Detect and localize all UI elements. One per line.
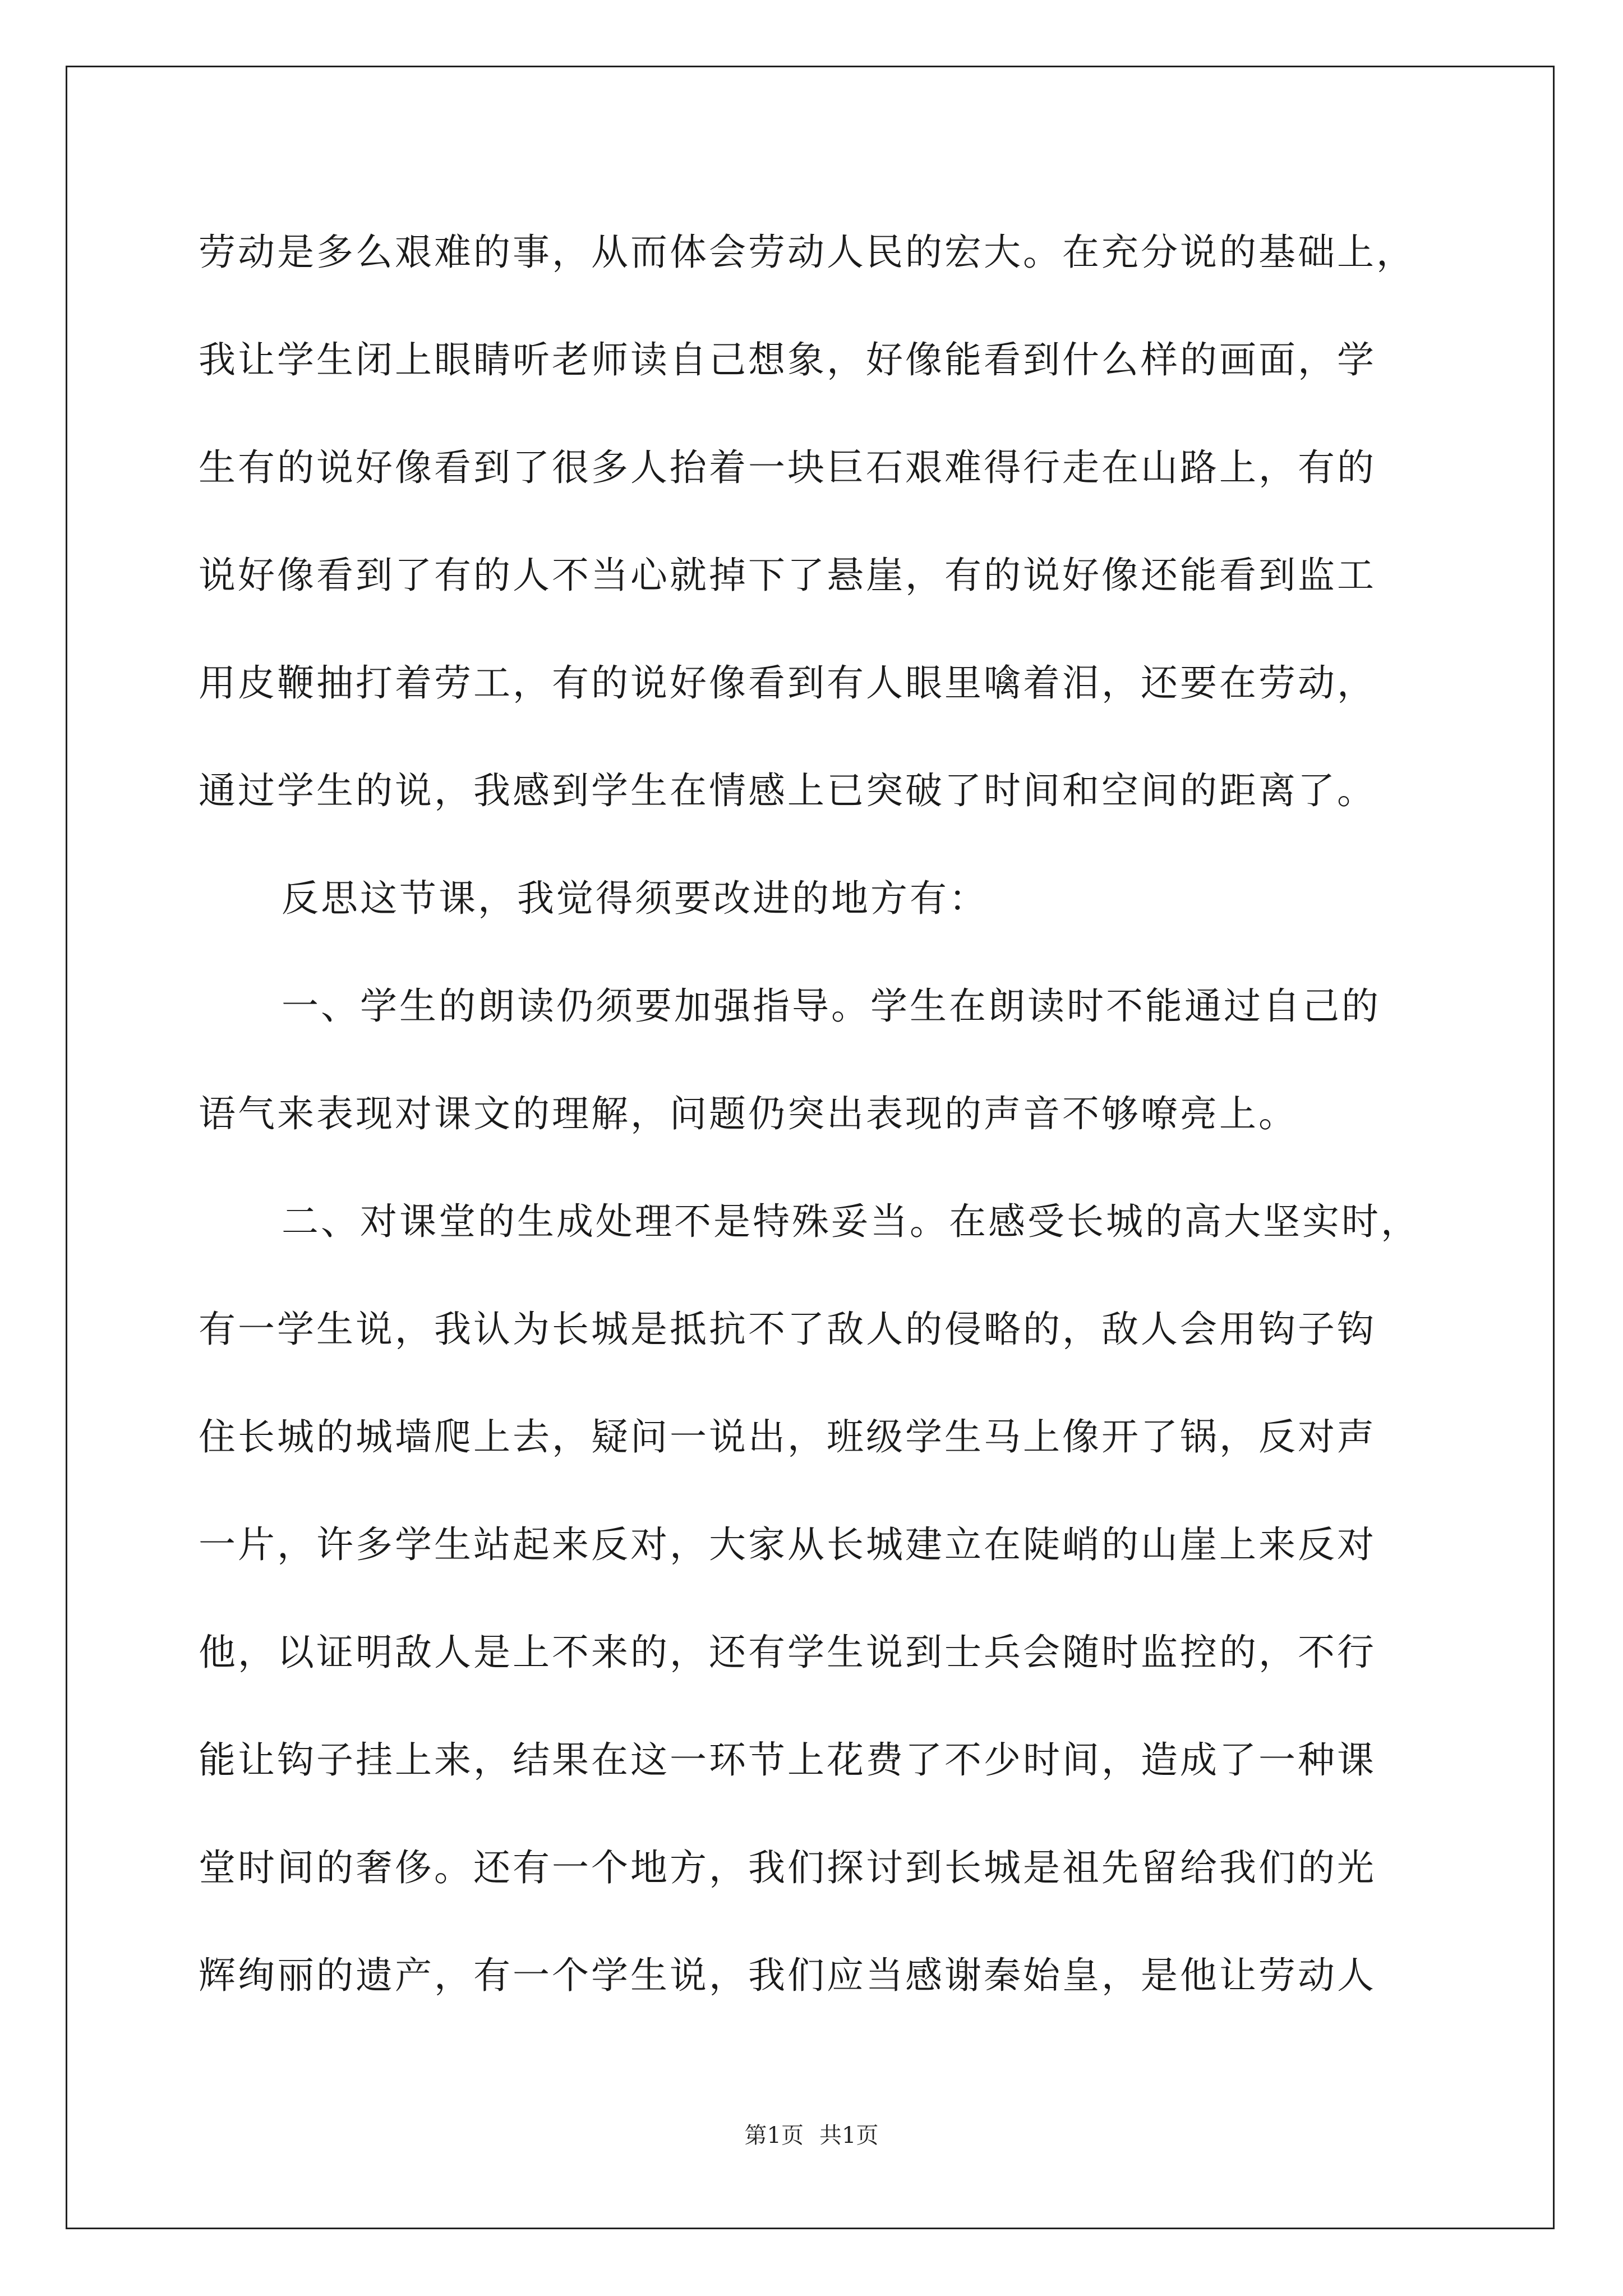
text-line: 有一学生说，我认为长城是抵抗不了敌人的侵略的，敌人会用钩子钩 xyxy=(199,1308,1376,1351)
text-line: 语气来表现对课文的理解，问题仍突出表现的声音不够嘹亮上。 xyxy=(199,1092,1298,1135)
page-number: 第1页 xyxy=(744,2123,804,2148)
paragraph-heading: 反思这节课，我觉得须要改进的地方有： xyxy=(282,877,988,920)
text-line: 我让学生闭上眼睛听老师读自己想象，好像能看到什么样的画面，学 xyxy=(199,338,1376,381)
page-total: 共1页 xyxy=(819,2123,879,2148)
text-line: 堂时间的奢侈。还有一个地方，我们探讨到长城是祖先留给我们的光 xyxy=(199,1846,1376,1889)
text-line: 二、对课堂的生成处理不是特殊妥当。在感受长城的高大坚实时， xyxy=(282,1200,1420,1243)
text-line: 一片，许多学生站起来反对，大家从长城建立在陡峭的山崖上来反对 xyxy=(199,1523,1376,1566)
text-line: 能让钩子挂上来，结果在这一环节上花费了不少时间，造成了一种课 xyxy=(199,1738,1376,1782)
page-border xyxy=(66,66,1555,2229)
text-line: 生有的说好像看到了很多人抬着一块巨石艰难得行走在山路上，有的 xyxy=(199,446,1376,489)
text-line: 辉绚丽的遗产，有一个学生说，我们应当感谢秦始皇，是他让劳动人 xyxy=(199,1954,1376,1997)
page-footer xyxy=(0,2122,1623,2150)
text-line: 劳动是多么艰难的事，从而体会劳动人民的宏大。在充分说的基础上， xyxy=(199,231,1415,274)
text-line: 他，以证明敌人是上不来的，还有学生说到士兵会随时监控的，不行 xyxy=(199,1631,1376,1674)
text-line: 一、学生的朗读仍须要加强指导。学生在朗读时不能通过自己的 xyxy=(282,984,1381,1028)
text-line: 用皮鞭抽打着劳工，有的说好像看到有人眼里噙着泪，还要在劳动， xyxy=(199,661,1376,705)
text-line: 说好像看到了有的人不当心就掉下了悬崖，有的说好像还能看到监工 xyxy=(199,554,1376,597)
text-line: 住长城的城墙爬上去，疑问一说出，班级学生马上像开了锅，反对声 xyxy=(199,1415,1376,1458)
text-line: 通过学生的说，我感到学生在情感上已突破了时间和空间的距离了。 xyxy=(199,769,1376,812)
